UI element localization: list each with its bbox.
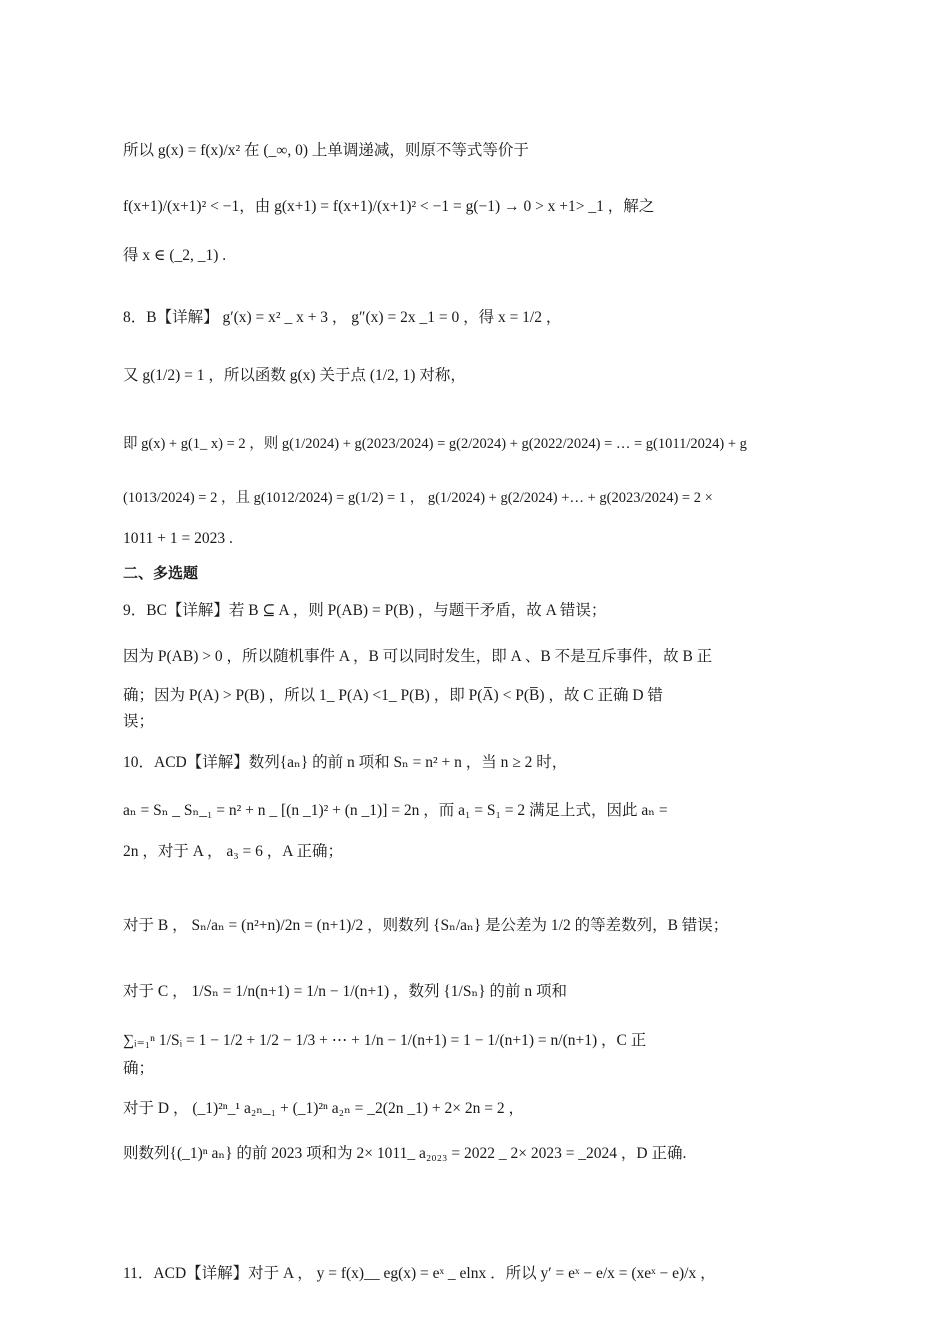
text-line: 11．ACD【详解】对于 A ， y = f(x)__ eg(x) = eˣ _ elnx ．所以 y′ = eˣ − e/x = (xeˣ − e)/x ， <box>123 1265 716 1282</box>
text-line: 对于 D ， (_1)²ⁿ_¹ a₂ₙ_₁ + (_1)²ⁿ a₂ₙ = _2(2n _1) + 2× 2n = 2 ， <box>123 1100 524 1117</box>
text-line: 又 g(1/2) = 1 ，所以函数 g(x) 关于点 (1/2, 1) 对称， <box>123 367 466 384</box>
section-heading: 二、多选题 <box>123 564 199 582</box>
text-line: 1011 + 1 = 2023 . <box>123 530 233 547</box>
text-line: 确； <box>123 1060 155 1077</box>
text-line: f(x+1)/(x+1)² < −1，由 g(x+1) = f(x+1)/(x+1)² < −1 = g(−1) → 0 > x +1> _1 ，解之 <box>123 198 655 215</box>
text-line: 2n ，对于 A ， a₃ = 6 ，A 正确； <box>123 843 343 860</box>
text-line: 误； <box>123 713 155 730</box>
text-line: 对于 C ， 1/Sₙ = 1/n(n+1) = 1/n − 1/(n+1) ，数列 {1/Sₙ} 的前 n 项和 <box>123 983 568 1000</box>
text-line: 9．BC【详解】若 B ⊆ A ，则 P(AB) = P(B) ，与题干矛盾，故 A 错误； <box>123 602 607 619</box>
text-line: 则数列{(_1)ⁿ aₙ} 的前 2023 项和为 2× 1011_ a₂₀₂₃ = 2022 _ 2× 2023 = _2024 ，D 正确. <box>123 1145 687 1162</box>
text-line: aₙ = Sₙ _ Sₙ_₁ = n² + n _ [(n _1)² + (n _1)] = 2n ，而 a₁ = S₁ = 2 满足上式，因此 aₙ = <box>123 802 668 819</box>
text-line: 得 x ∈ (_2, _1) . <box>123 247 227 264</box>
text-line: 10．ACD【详解】数列{aₙ} 的前 n 项和 Sₙ = n² + n ，当 n ≥ 2 时， <box>123 754 568 771</box>
text-line: 对于 B ， Sₙ/aₙ = (n²+n)/2n = (n+1)/2 ，则数列 {Sₙ/aₙ} 是公差为 1/2 的等差数列，B 错误； <box>123 917 729 934</box>
text-line: 所以 g(x) = f(x)/x² 在 (_∞, 0) 上单调递减，则原不等式等价于 <box>123 142 529 159</box>
text-line: 8．B【详解】 g′(x) = x² _ x + 3 ， g″(x) = 2x _1 = 0 ，得 x = 1/2 ， <box>123 309 562 326</box>
text-line: 因为 P(AB) > 0 ，所以随机事件 A ，B 可以同时发生，即 A 、B 不是互斥事件，故 B 正 <box>123 648 713 665</box>
text-line: 即 g(x) + g(1_ x) = 2 ，则 g(1/2024) + g(2023/2024) = g(2/2024) + g(2022/2024) = … = g(1011/2024) + g <box>123 436 747 452</box>
text-line: ∑ᵢ₌₁ⁿ 1/Sᵢ = 1 − 1/2 + 1/2 − 1/3 + ⋯ + 1/n − 1/(n+1) = 1 − 1/(n+1) = n/(n+1) ，C 正 <box>123 1032 647 1049</box>
text-line: (1013/2024) = 2 ，且 g(1012/2024) = g(1/2) = 1 ， g(1/2024) + g(2/2024) +… + g(2023/2024) = 2 × <box>123 490 713 506</box>
text-line: 确；因为 P(A) > P(B) ，所以 1_ P(A) <1_ P(B) ，即 P(A̅) < P(B̅) ，故 C 正确 D 错 <box>123 687 663 704</box>
